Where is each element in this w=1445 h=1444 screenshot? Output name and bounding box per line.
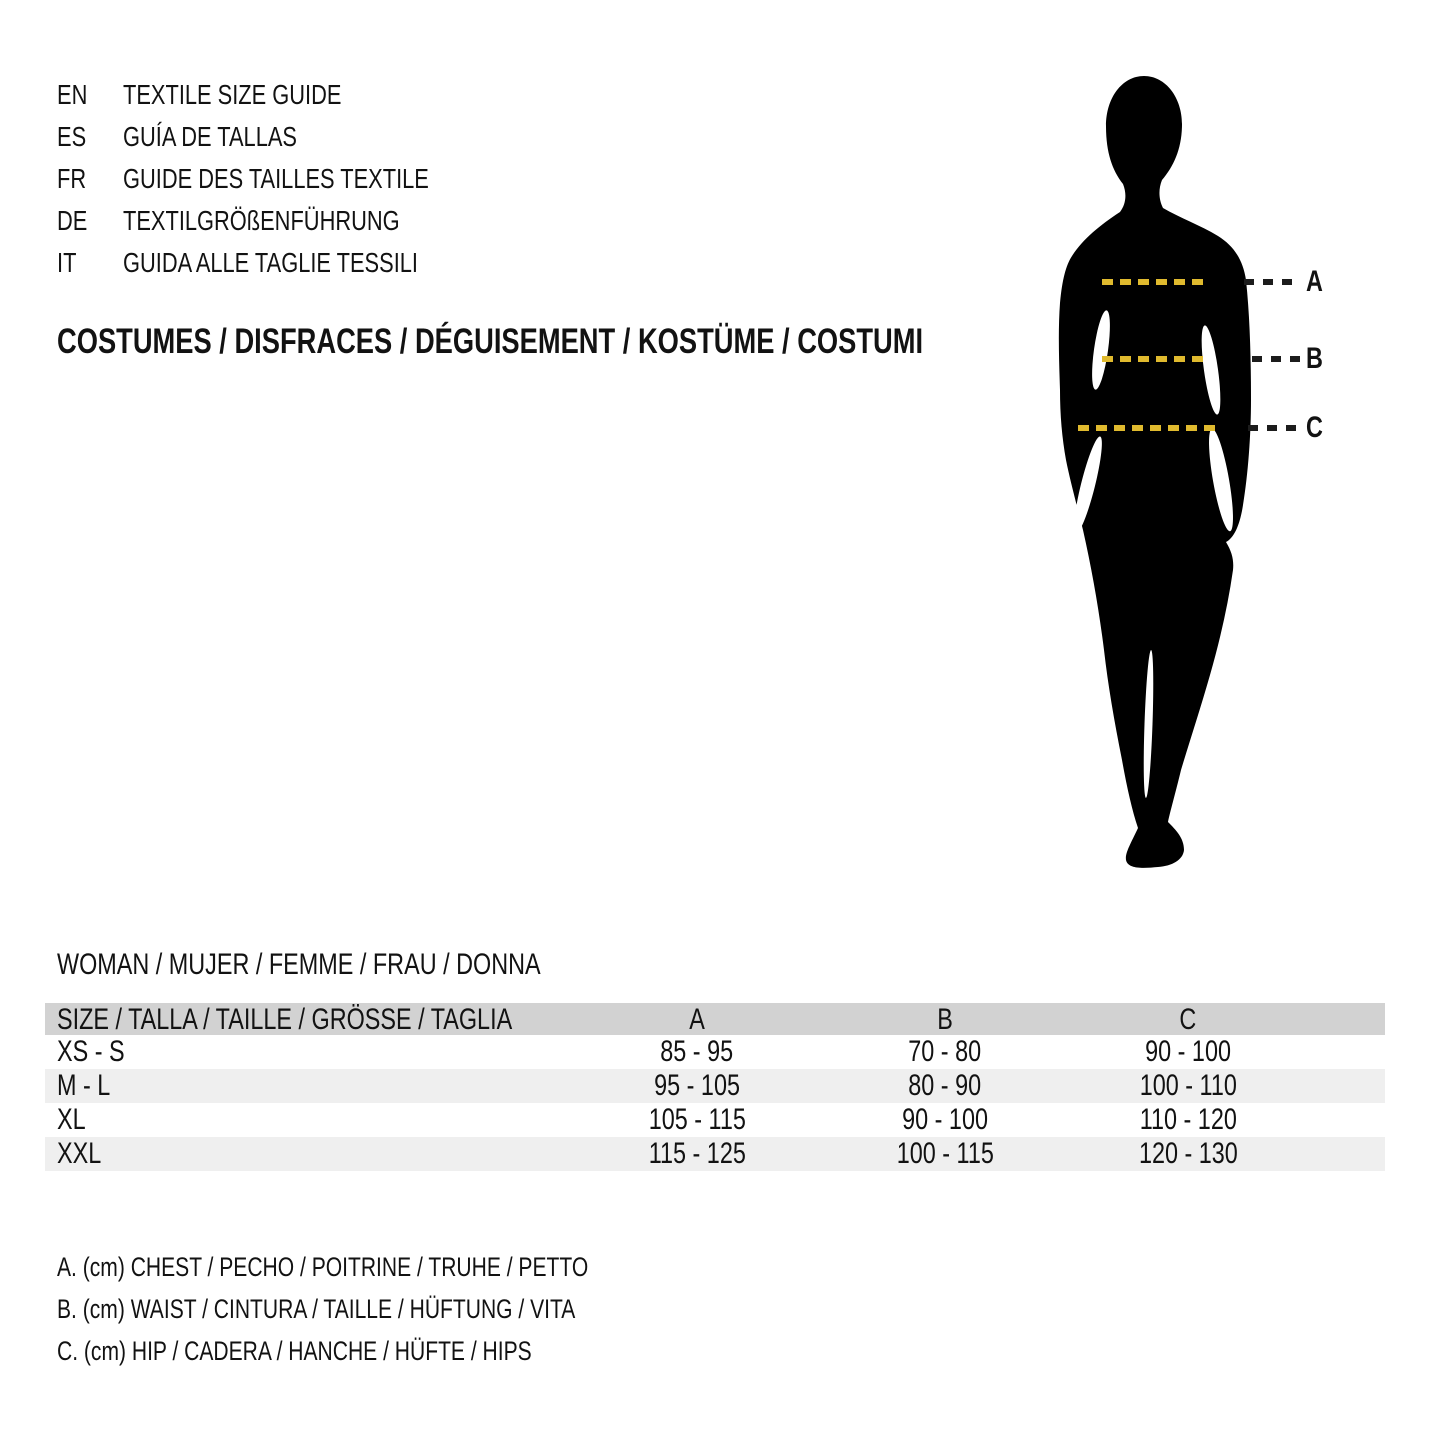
size-table-header-b: B [937,1003,953,1036]
language-code: EN [57,79,88,110]
size-cell: M - L [57,1069,111,1102]
chest-range-cell: 95 - 105 [654,1069,740,1102]
language-row [57,242,515,284]
size-table-header [45,1003,1385,1035]
hip-range-cell: 90 - 100 [1145,1035,1231,1068]
chest-range-cell: 105 - 115 [648,1103,746,1136]
table-section-title: WOMAN / MUJER / FEMME / FRAU / DONNA [57,948,541,981]
language-label: GUIDA ALLE TAGLIE TESSILI [123,247,418,278]
language-label: TEXTILE SIZE GUIDE [123,79,342,110]
hip-range-cell: 120 - 130 [1138,1137,1238,1170]
language-code: DE [57,205,88,236]
size-cell: XXL [57,1137,102,1170]
size-table [45,1003,1385,1171]
language-code: ES [57,121,87,152]
language-label: GUIDE DES TAILLES TEXTILE [123,163,429,194]
language-code: IT [57,247,77,278]
size-table-row [45,1137,1385,1171]
legend-row-chest: A. (cm) CHEST / PECHO / POITRINE / TRUHE / PETTO [57,1251,589,1282]
chest-range-cell: 85 - 95 [660,1035,734,1068]
size-table-row [45,1069,1385,1103]
language-label: GUÍA DE TALLAS [123,121,297,152]
language-code: FR [57,163,87,194]
waist-range-cell: 70 - 80 [908,1035,982,1068]
waist-range-cell: 100 - 115 [896,1137,994,1170]
size-table-header-c: C [1179,1003,1197,1036]
size-table-row [45,1103,1385,1137]
language-row [57,116,515,158]
language-title-list [57,74,515,284]
language-row [57,200,515,242]
chest-range-cell: 115 - 125 [648,1137,746,1170]
language-row [57,158,515,200]
legend-row-waist: B. (cm) WAIST / CINTURA / TAILLE / HÜFTUNG / VITA [57,1293,576,1324]
hip-range-cell: 110 - 120 [1139,1103,1237,1136]
size-table-header-a: A [689,1003,705,1036]
measurement-legend [57,1246,738,1372]
female-silhouette-diagram [1000,60,1330,890]
measure-label-chest: A [1306,265,1323,298]
measure-label-hip: C [1306,411,1323,444]
language-label: TEXTILGRÖßENFÜHRUNG [123,205,400,236]
extension-lines [1244,282,1300,428]
size-cell: XS - S [57,1035,125,1068]
hip-range-cell: 100 - 110 [1139,1069,1237,1102]
size-table-header-size: SIZE / TALLA / TAILLE / GRÖSSE / TAGLIA [57,1003,513,1036]
measure-label-waist: B [1306,342,1323,375]
waist-range-cell: 90 - 100 [902,1103,988,1136]
size-cell: XL [57,1103,86,1136]
female-silhouette-svg [1000,60,1330,890]
size-table-row [45,1035,1385,1069]
category-title: COSTUMES / DISFRACES / DÉGUISEMENT / KOSTÜME / COSTUMI [57,322,924,361]
legend-row-hip: C. (cm) HIP / CADERA / HANCHE / HÜFTE / HIPS [57,1335,532,1366]
waist-range-cell: 80 - 90 [908,1069,982,1102]
language-row [57,74,515,116]
